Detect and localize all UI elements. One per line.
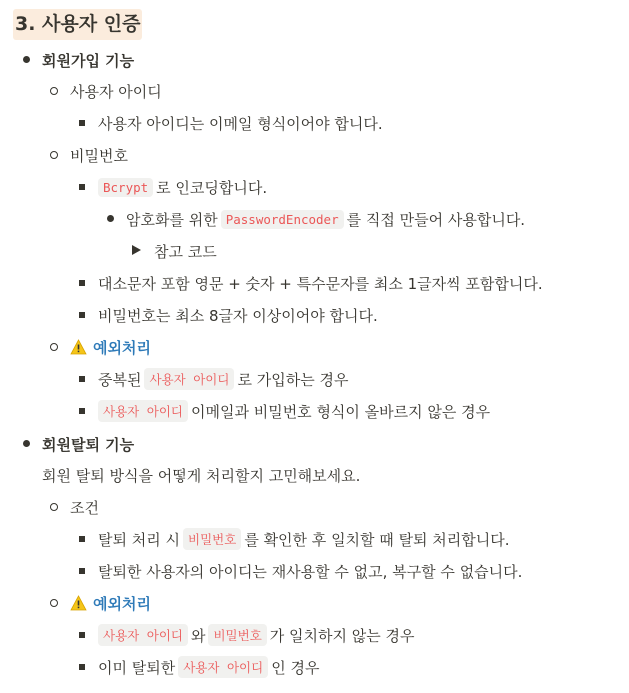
warning-icon xyxy=(70,339,87,355)
exception-mid: 와 xyxy=(190,626,206,645)
exception-post: 로 가입하는 경우 xyxy=(237,370,349,389)
password-rule-1: 대소문자 포함 영문 + 숫자 + 특수문자를 최소 1글자씩 포함합니다. xyxy=(98,274,543,293)
condition-post: 를 확인한 후 일치할 때 탈퇴 처리합니다. xyxy=(244,530,510,549)
conditions-label: 조건 xyxy=(70,498,99,517)
inline-code: 사용자 아이디 xyxy=(98,624,188,646)
password-encode-text: 로 인코딩합니다. xyxy=(156,178,268,197)
cipher-pre: 암호화를 위한 xyxy=(126,210,218,229)
bullet-square xyxy=(79,664,85,670)
cipher-line xyxy=(126,206,525,232)
password-encode-line xyxy=(98,174,267,200)
inline-code: 비밀번호 xyxy=(183,528,241,550)
signup-exceptions xyxy=(70,334,151,360)
bullet-square xyxy=(79,536,85,542)
inline-code: Bcrypt xyxy=(98,178,153,197)
password-label: 비밀번호 xyxy=(70,146,128,165)
exception-post: 가 일치하지 않는 경우 xyxy=(269,626,415,645)
exception-post: 인 경우 xyxy=(271,658,320,677)
warning-icon xyxy=(70,595,87,611)
bullet-circle xyxy=(50,87,58,95)
inline-code: 사용자 아이디 xyxy=(144,368,234,390)
exception-post: 이메일과 비밀번호 형식이 올바르지 않은 경우 xyxy=(190,402,491,421)
withdraw-desc: 회원 탈퇴 방식을 어떻게 처리할지 고민해보세요. xyxy=(42,466,361,485)
bullet-square xyxy=(79,408,85,414)
inline-code: PasswordEncoder xyxy=(221,210,344,229)
exception-pre: 이미 탈퇴한 xyxy=(98,658,176,677)
toggle-triangle-icon[interactable] xyxy=(132,245,141,255)
condition-2: 탈퇴한 사용자의 아이디는 재사용할 수 없고, 복구할 수 없습니다. xyxy=(98,562,523,581)
exceptions-label: 예외처리 xyxy=(93,594,151,613)
withdraw-title: 회원탈퇴 기능 xyxy=(42,435,135,454)
inline-code: 사용자 아이디 xyxy=(178,656,268,678)
withdraw-exception-2 xyxy=(98,654,319,680)
bullet-square xyxy=(79,312,85,318)
bullet-circle xyxy=(50,599,58,607)
bullet-square xyxy=(79,120,85,126)
inline-code: 비밀번호 xyxy=(208,624,266,646)
password-rule-2: 비밀번호는 최소 8글자 이상이어야 합니다. xyxy=(98,306,378,325)
bullet-square xyxy=(79,632,85,638)
signup-title: 회원가입 기능 xyxy=(42,51,135,70)
section-heading: 3. 사용자 인증 xyxy=(13,9,142,40)
signup-exception-2 xyxy=(98,398,490,424)
withdraw-exception-1 xyxy=(98,622,415,648)
signup-exception-1 xyxy=(98,366,348,392)
inline-code: 사용자 아이디 xyxy=(98,400,188,422)
userid-rule: 사용자 아이디는 이메일 형식이어야 합니다. xyxy=(98,114,383,133)
bullet-disc xyxy=(23,56,30,63)
userid-label: 사용자 아이디 xyxy=(70,82,162,101)
bullet-disc xyxy=(107,215,114,222)
exception-pre: 중복된 xyxy=(98,370,142,389)
bullet-square xyxy=(79,376,85,382)
exceptions-label: 예외처리 xyxy=(93,338,151,357)
bullet-square xyxy=(79,184,85,190)
bullet-disc xyxy=(23,440,30,447)
bullet-square xyxy=(79,568,85,574)
bullet-square xyxy=(79,280,85,286)
condition-1 xyxy=(98,526,510,552)
bullet-circle xyxy=(50,343,58,351)
cipher-post: 를 직접 만들어 사용합니다. xyxy=(346,210,526,229)
withdraw-exceptions xyxy=(70,590,151,616)
bullet-circle xyxy=(50,503,58,511)
reference-code-toggle[interactable]: 참고 코드 xyxy=(154,242,217,261)
condition-pre: 탈퇴 처리 시 xyxy=(98,530,180,549)
bullet-circle xyxy=(50,151,58,159)
